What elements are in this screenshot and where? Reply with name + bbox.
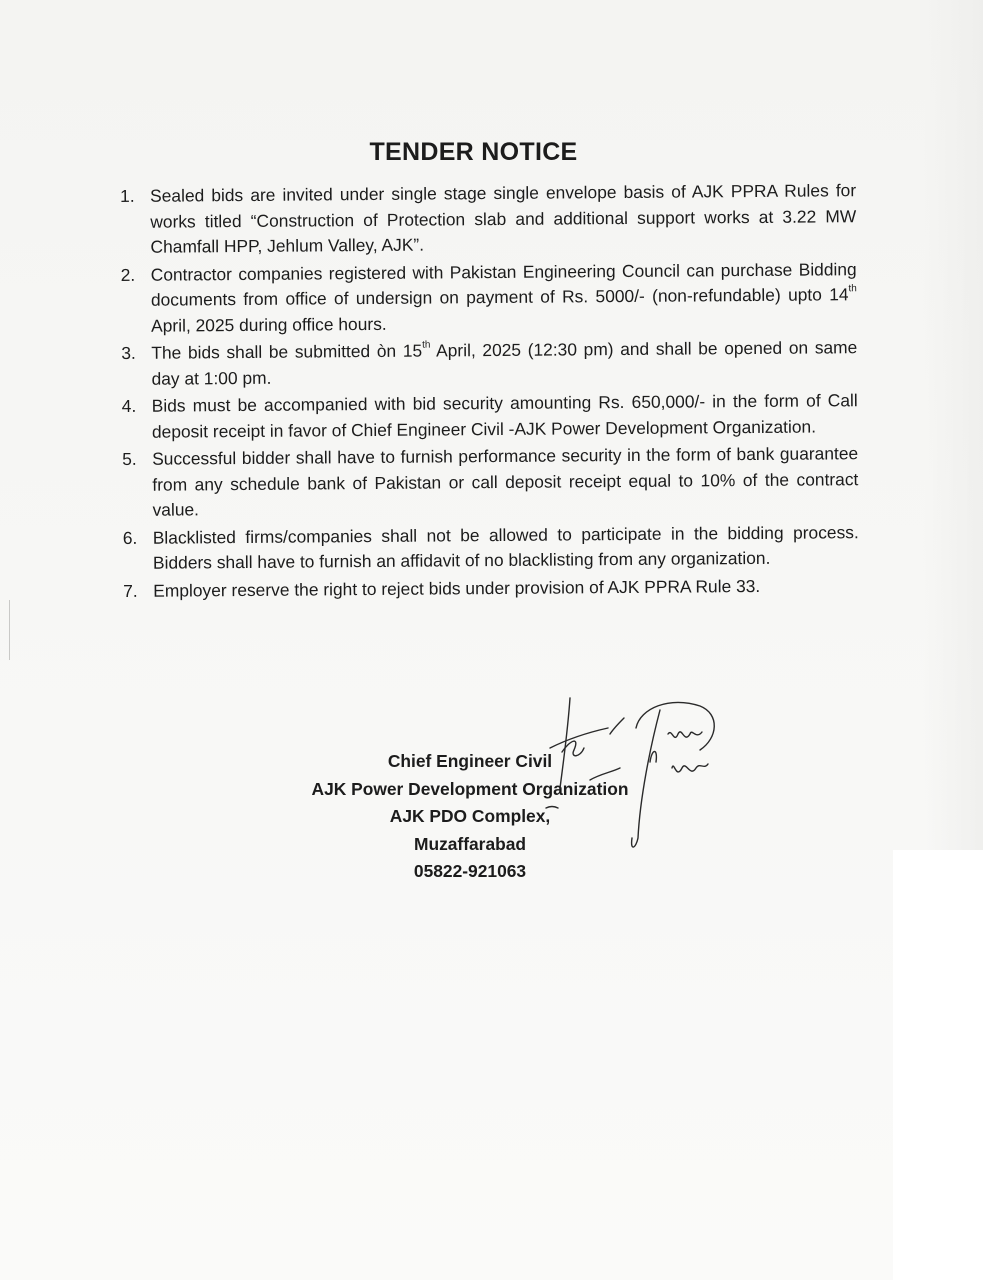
notice-item-4 xyxy=(118,388,858,445)
phone-number: 05822-921063 xyxy=(413,861,527,881)
item-number: 6. xyxy=(122,527,138,548)
notice-item-3 xyxy=(117,335,857,392)
scan-white-area xyxy=(893,850,983,1280)
signatory-organization: AJK Power Development Organization xyxy=(311,778,629,799)
item-text: Successful bidder shall have to furnish performance security in the form of bank guarantee from any schedule bank of Pakistan or call deposit receipt equal to 10% of the contract value. xyxy=(152,443,859,520)
ordinal-suffix: th xyxy=(422,339,431,351)
notice-item-7 xyxy=(119,573,859,604)
item-text: Blacklisted firms/companies shall not be allowed to participate in the bidding process. Bidders shall have to furnish an affidavit of no blacklisting from any organization. xyxy=(152,521,859,573)
scan-shadow xyxy=(923,0,983,850)
item-number: 3. xyxy=(121,342,136,363)
item-text: The bids shall be submitted òn 15 xyxy=(151,340,423,363)
item-text: Contractor companies registered with Pakistan Engineering Council can purchase Bidding documents from office of undersign on payment of Rs. 5000/- (non-refundable) upto 14 xyxy=(150,258,857,310)
notice-item-2 xyxy=(117,257,858,339)
notice-item-6 xyxy=(119,520,859,577)
notice-items-list xyxy=(116,178,859,606)
item-text-continued: April, 2025 during office hours. xyxy=(151,313,387,336)
signatory-designation: Chief Engineer Civil xyxy=(387,751,553,771)
notice-item-5 xyxy=(118,441,859,523)
item-text: Bids must be accompanied with bid security amounting Rs. 650,000/- in the form of Call deposit receipt in favor of Chief Engineer Civil -AJK Power Development Organization. xyxy=(151,390,858,442)
notice-item-1 xyxy=(116,178,857,260)
item-text-continued: April, 2025 (12:30 pm) and shall be opened on same day at 1:00 pm. xyxy=(151,337,858,389)
address-line-1: AJK PDO Complex, xyxy=(389,806,551,826)
notice-title: TENDER NOTICE xyxy=(369,138,578,166)
item-number: 7. xyxy=(123,580,138,601)
address-line-2: Muzaffarabad xyxy=(413,833,527,854)
ordinal-suffix: th xyxy=(848,283,857,295)
item-text: Employer reserve the right to reject bids under provision of AJK PPRA Rule 33. xyxy=(153,575,761,601)
item-number: 5. xyxy=(122,448,137,469)
scan-edge-mark xyxy=(9,600,10,660)
item-number: 4. xyxy=(121,395,137,416)
item-number: 2. xyxy=(120,264,136,285)
handwritten-signature xyxy=(540,688,740,858)
item-text: Sealed bids are invited under single stage single envelope basis of AJK PPRA Rules for works titled “Construction of Protection slab and additional support works at 3.22 MW Chamfall HPP, Jehlum Valley, AJK”. xyxy=(150,180,857,257)
item-number: 1. xyxy=(120,185,135,206)
